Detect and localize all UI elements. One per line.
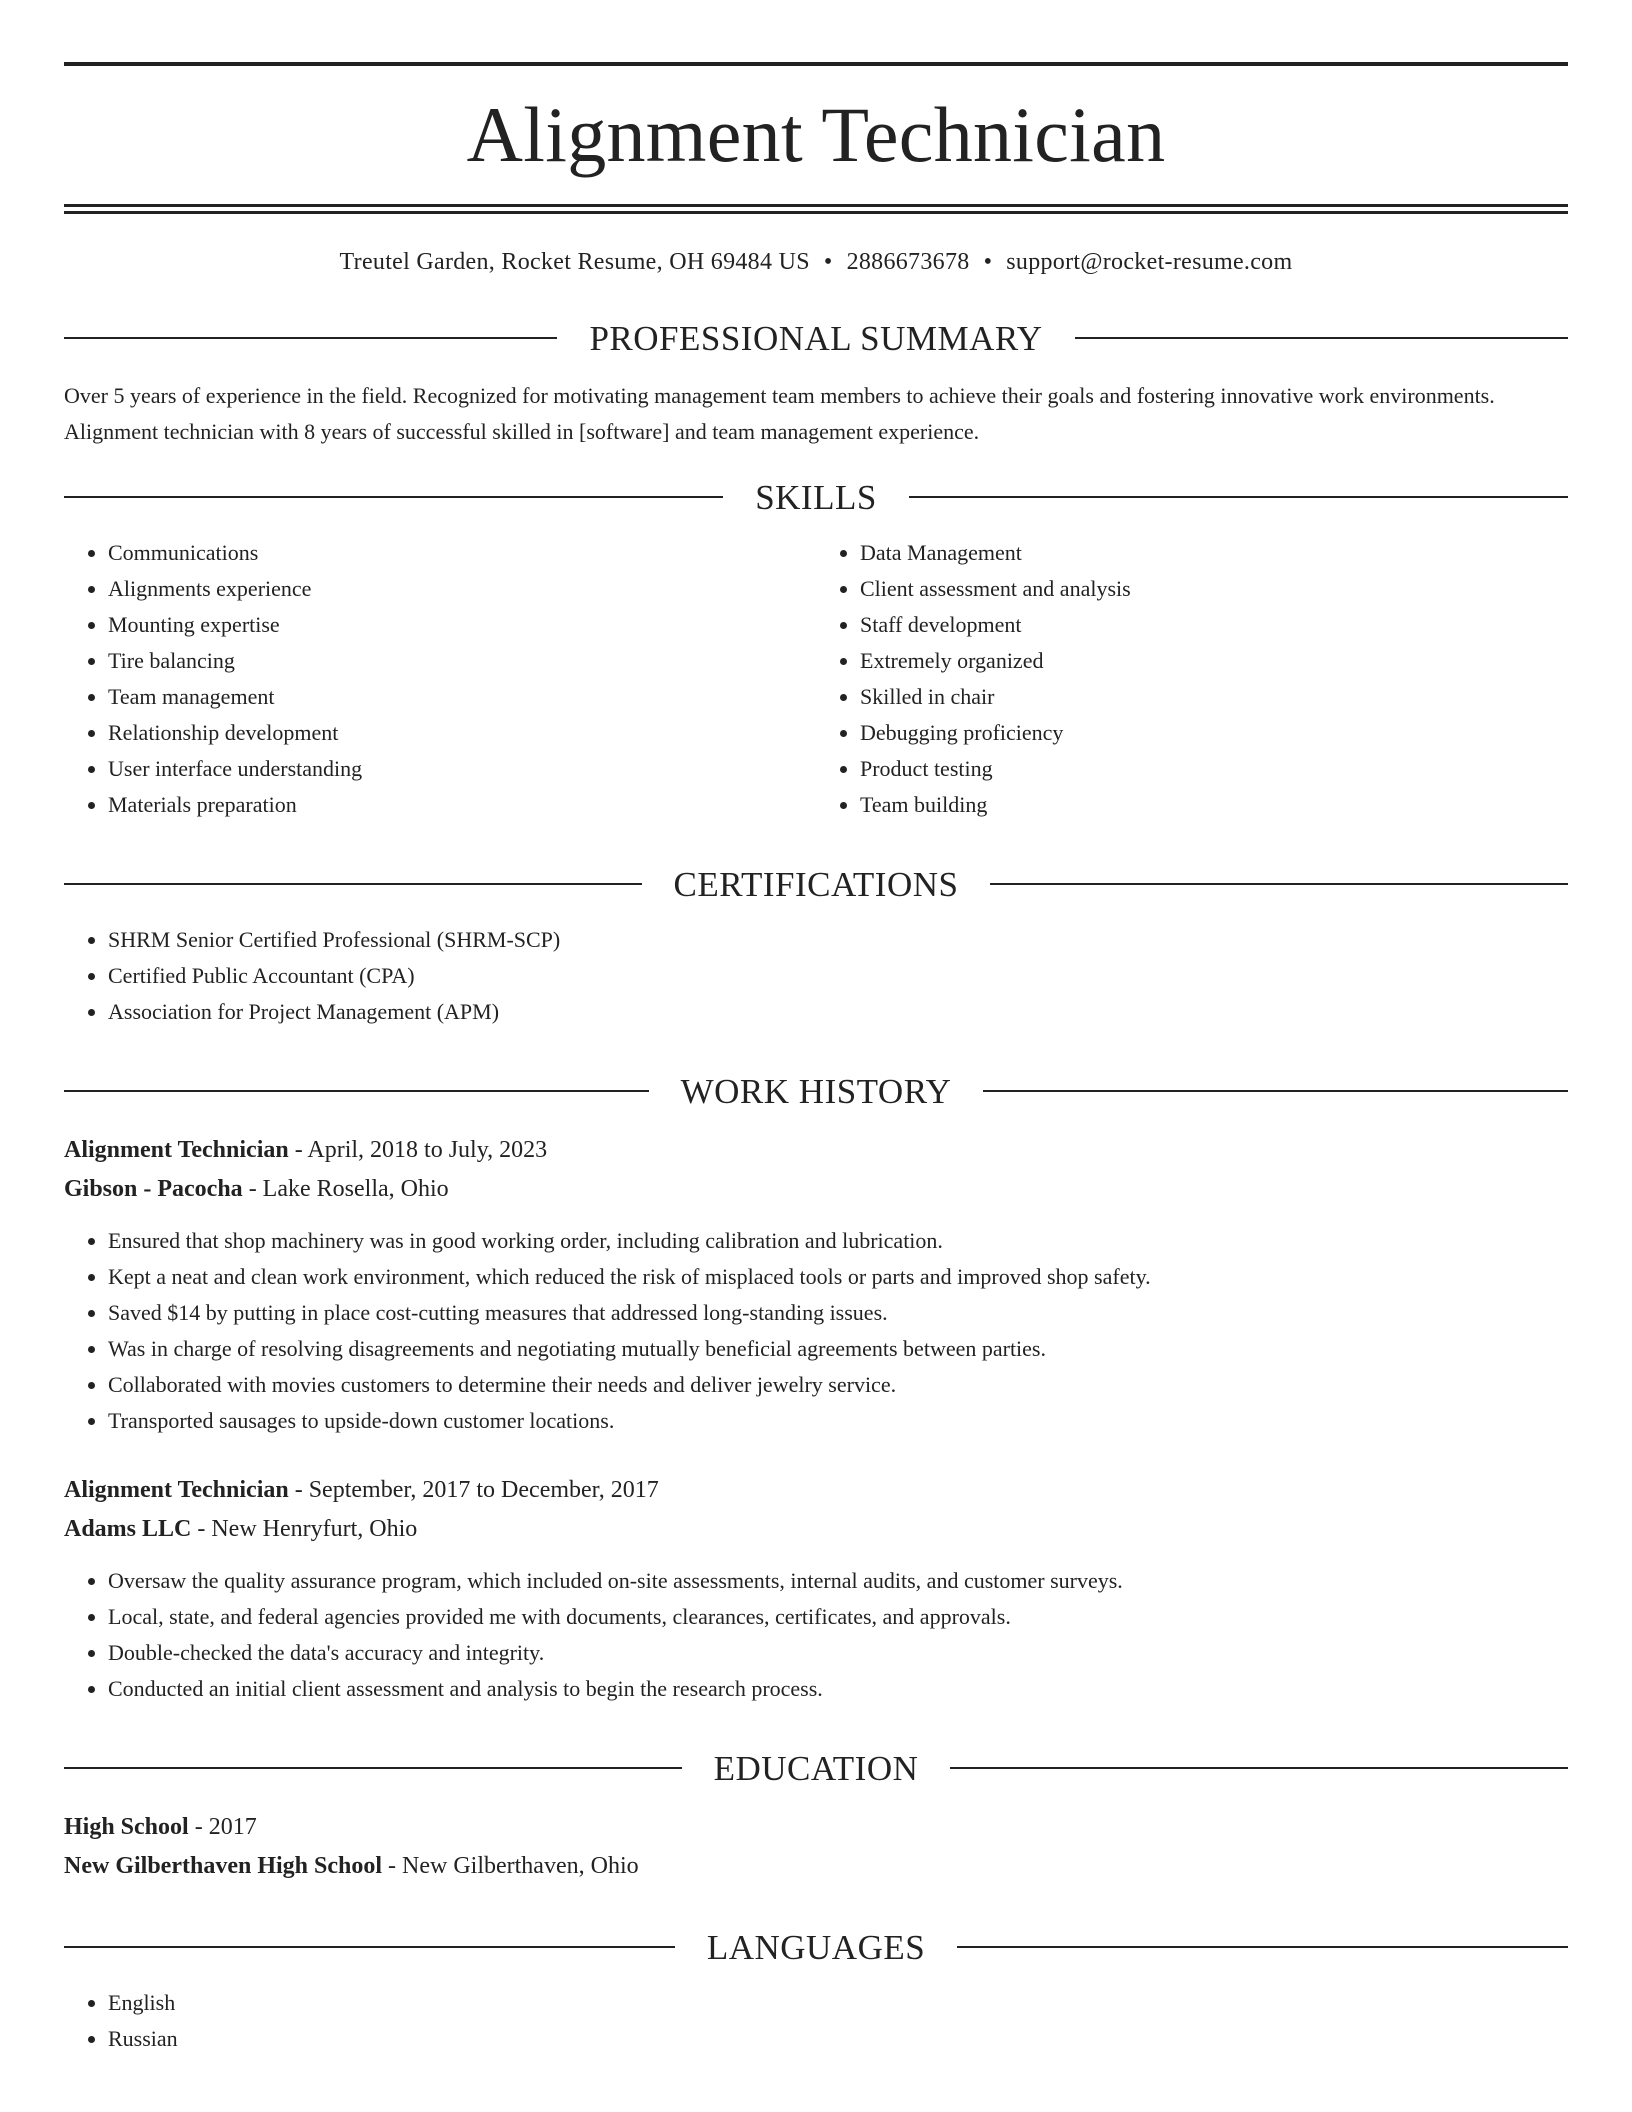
education-section-heading bbox=[64, 1748, 1568, 1788]
job-bullet: • Local, state, and federal agencies provided me with documents, clearances, certificates, and approvals. bbox=[108, 1599, 1568, 1635]
skill-item: • Data Management bbox=[860, 535, 1568, 571]
job-role-line bbox=[64, 1131, 1568, 1170]
skills-list-right bbox=[816, 535, 1568, 823]
job-bullet: • Was in charge of resolving disagreements and negotiating mutually beneficial agreements between parties. bbox=[108, 1331, 1568, 1367]
heading-rule-right bbox=[950, 1767, 1568, 1769]
languages-list bbox=[64, 1985, 1568, 2057]
heading-rule-right bbox=[983, 1090, 1568, 1092]
education-location: - New Gilberthaven, Ohio bbox=[382, 1852, 639, 1879]
heading-rule-right bbox=[957, 1946, 1568, 1948]
job-role: Alignment Technician bbox=[64, 1136, 289, 1163]
job-location: - Lake Rosella, Ohio bbox=[242, 1175, 449, 1202]
job-bullet: • Ensured that shop machinery was in good working order, including calibration and lubrication. bbox=[108, 1223, 1568, 1259]
languages-section-title: LANGUAGES bbox=[706, 1927, 926, 1967]
contact-address: Treutel Garden, Rocket Resume, OH 69484 US bbox=[339, 249, 810, 275]
languages-section-heading bbox=[64, 1927, 1568, 1967]
contact-separator: • bbox=[983, 249, 993, 275]
header-top-rule bbox=[64, 62, 1568, 66]
education-school-line bbox=[64, 1847, 1568, 1886]
candidate-name: Alignment Technician bbox=[466, 91, 1166, 178]
job-bullet: • Collaborated with movies customers to determine their needs and deliver jewelry service. bbox=[108, 1367, 1568, 1403]
language-item: • Russian bbox=[108, 2021, 1568, 2057]
job-bullet: • Double-checked the data's accuracy and integrity. bbox=[108, 1635, 1568, 1671]
skill-item: • Tire balancing bbox=[108, 643, 816, 679]
job-role: Alignment Technician bbox=[64, 1476, 289, 1503]
certifications-section-heading bbox=[64, 864, 1568, 904]
certification-item: • Association for Project Management (APM) bbox=[108, 994, 1568, 1030]
heading-rule-left bbox=[64, 883, 642, 885]
education-entry bbox=[64, 1808, 1568, 1886]
skill-item: • Alignments experience bbox=[108, 571, 816, 607]
job-entry bbox=[64, 1471, 1568, 1707]
job-bullets bbox=[64, 1563, 1568, 1707]
contact-phone: 2886673678 bbox=[846, 249, 970, 275]
contact-email: support@rocket-resume.com bbox=[1006, 249, 1293, 275]
skill-item: • Materials preparation bbox=[108, 787, 816, 823]
skills-list-left bbox=[64, 535, 816, 823]
summary-section-title: PROFESSIONAL SUMMARY bbox=[589, 318, 1043, 358]
job-company-line bbox=[64, 1170, 1568, 1209]
skill-item: • Relationship development bbox=[108, 715, 816, 751]
job-bullet: • Saved $14 by putting in place cost-cutting measures that addressed long-standing issues. bbox=[108, 1295, 1568, 1331]
education-section-title: EDUCATION bbox=[713, 1748, 919, 1788]
skill-item: • Communications bbox=[108, 535, 816, 571]
skill-item: • Team building bbox=[860, 787, 1568, 823]
heading-rule-right bbox=[1075, 337, 1568, 339]
contact-separator: • bbox=[823, 249, 833, 275]
heading-rule-left bbox=[64, 1090, 649, 1092]
heading-rule-right bbox=[990, 883, 1568, 885]
job-bullets bbox=[64, 1223, 1568, 1439]
education-school: New Gilberthaven High School bbox=[64, 1852, 383, 1879]
contact-line bbox=[64, 248, 1568, 277]
education-degree-line bbox=[64, 1808, 1568, 1847]
heading-rule-right bbox=[909, 496, 1568, 498]
skill-item: • Debugging proficiency bbox=[860, 715, 1568, 751]
education-degree: High School bbox=[64, 1813, 189, 1840]
skills-section-heading bbox=[64, 477, 1568, 517]
education-year: - 2017 bbox=[188, 1813, 257, 1840]
language-item: • English bbox=[108, 1985, 1568, 2021]
work-section-heading bbox=[64, 1071, 1568, 1111]
heading-rule-left bbox=[64, 1767, 682, 1769]
job-role-line bbox=[64, 1471, 1568, 1510]
job-company: Adams LLC bbox=[64, 1515, 192, 1542]
work-section-title: WORK HISTORY bbox=[680, 1071, 952, 1111]
heading-rule-left bbox=[64, 496, 723, 498]
certifications-list bbox=[64, 922, 1568, 1030]
summary-section-heading bbox=[64, 318, 1568, 358]
job-dates: - September, 2017 to December, 2017 bbox=[288, 1476, 659, 1503]
skills-section-title: SKILLS bbox=[755, 477, 877, 517]
skill-item: • Extremely organized bbox=[860, 643, 1568, 679]
skill-item: • Client assessment and analysis bbox=[860, 571, 1568, 607]
job-bullet: • Transported sausages to upside-down customer locations. bbox=[108, 1403, 1568, 1439]
skill-item: • Product testing bbox=[860, 751, 1568, 787]
job-bullet: • Conducted an initial client assessment and analysis to begin the research process. bbox=[108, 1671, 1568, 1707]
heading-rule-left bbox=[64, 1946, 675, 1948]
job-entry bbox=[64, 1131, 1568, 1439]
skill-item: • Mounting expertise bbox=[108, 607, 816, 643]
heading-rule-left bbox=[64, 337, 557, 339]
job-company-line bbox=[64, 1510, 1568, 1549]
job-dates: - April, 2018 to July, 2023 bbox=[288, 1136, 548, 1163]
summary-text: Over 5 years of experience in the field. Recognized for motivating management team members to achieve their goals and fostering innovative work environments. Alignment technician with 8 years of successful skilled in [software] and team management experience. bbox=[64, 382, 1495, 444]
skill-item: • Staff development bbox=[860, 607, 1568, 643]
skill-item: • Skilled in chair bbox=[860, 679, 1568, 715]
certifications-section-title: CERTIFICATIONS bbox=[673, 864, 959, 904]
skill-item: • Team management bbox=[108, 679, 816, 715]
job-bullet: • Oversaw the quality assurance program, which included on-site assessments, internal audits, and customer surveys. bbox=[108, 1563, 1568, 1599]
skills-grid bbox=[64, 535, 1568, 823]
skill-item: • User interface understanding bbox=[108, 751, 816, 787]
certification-item: • Certified Public Accountant (CPA) bbox=[108, 958, 1568, 994]
job-bullet: • Kept a neat and clean work environment, which reduced the risk of misplaced tools or parts and improved shop safety. bbox=[108, 1259, 1568, 1295]
header-double-rule bbox=[64, 204, 1568, 214]
job-location: - New Henryfurt, Ohio bbox=[191, 1515, 418, 1542]
certification-item: • SHRM Senior Certified Professional (SHRM-SCP) bbox=[108, 922, 1568, 958]
job-company: Gibson - Pacocha bbox=[64, 1175, 243, 1202]
